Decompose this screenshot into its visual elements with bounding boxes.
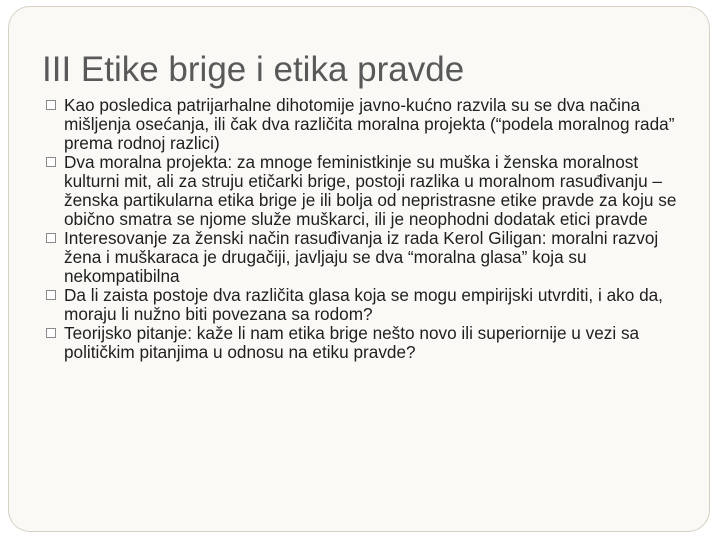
bullet-text: Kao posledica patrijarhalne dihotomije javno-kućno razvila su se dva načina mišljenja osećanja, ili čak dva različita moralna projekta (“podela moralnog rada” prema rodnoj razlici) — [64, 95, 675, 153]
bullet-item — [46, 96, 682, 153]
bullet-item — [46, 153, 682, 229]
bullet-text: Teorijsko pitanje: kaže li nam etika brige nešto novo ili superiornije u vezi sa političkim pitanjima u odnosu na etiku pravde? — [64, 323, 640, 362]
bullet-item — [46, 229, 682, 286]
bullet-item — [46, 324, 682, 362]
slide-title: III Etike brige i etika pravde — [42, 50, 465, 89]
square-bullet-icon — [46, 328, 56, 338]
square-bullet-icon — [46, 157, 56, 167]
bullet-text: Interesovanje za ženski način rasuđivanja iz rada Kerol Giligan: moralni razvoj žena i muškaraca je drugačiji, javljaju se dva “moralna glasa” koja su nekompatibilna — [64, 228, 659, 286]
square-bullet-icon — [46, 100, 56, 110]
square-bullet-icon — [46, 290, 56, 300]
bullet-text: Da li zaista postoje dva različita glasa koja se mogu empirijski utvrditi, i ako da, moraju li nužno biti povezana sa rodom? — [64, 285, 663, 324]
square-bullet-icon — [46, 233, 56, 243]
bullet-text: Dva moralna projekta: za mnoge feministkinje su muška i ženska moralnost kulturni mit, ali za struju etičarki brige, postoji razlika u moralnom rasuđivanju – ženska partikularna etika brige je ili bolja od nepristrasne etike pravde za koju se obično smatra se njome služe muškarci, ili je neophodni dodatak etici pravde — [64, 152, 677, 229]
bullet-list — [46, 96, 682, 362]
bullet-item — [46, 286, 682, 324]
